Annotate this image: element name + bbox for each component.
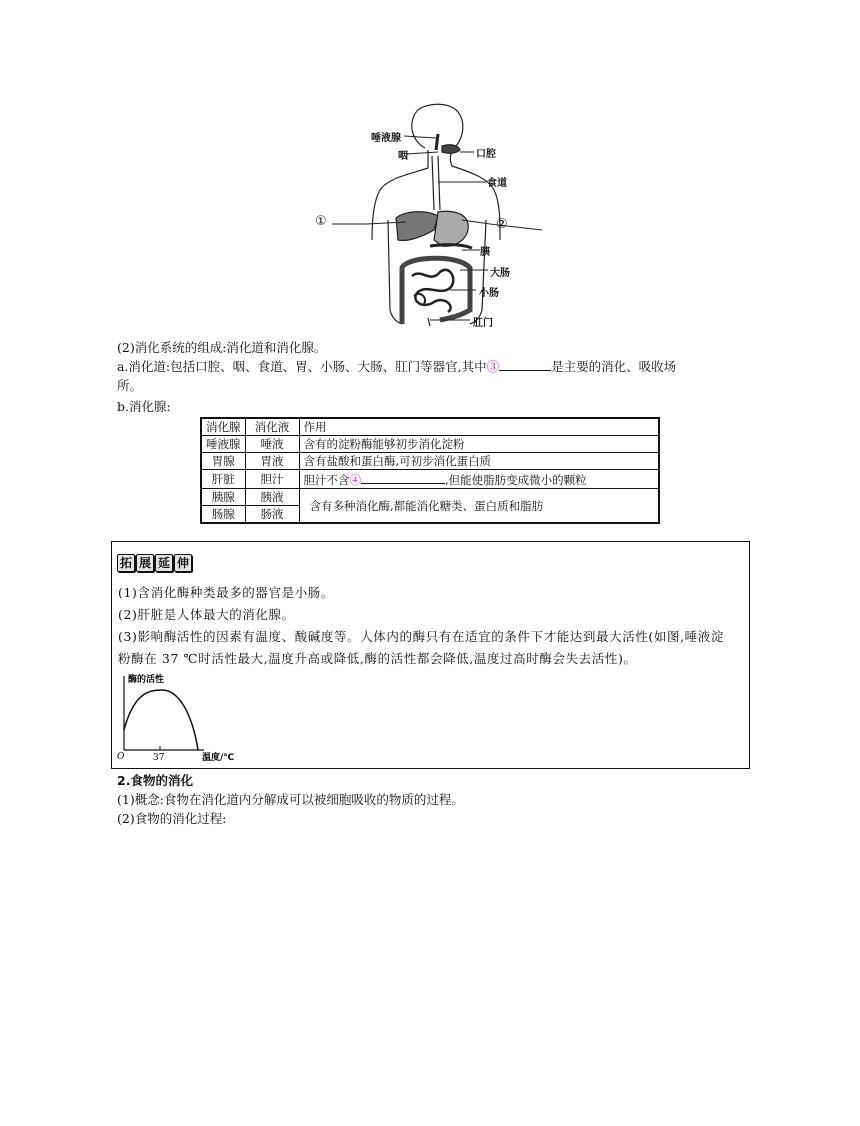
- digestive-system-figure: [310, 100, 550, 326]
- label-marker-1: ①: [315, 214, 327, 229]
- badge-char: 延: [155, 554, 173, 572]
- table-row: [201, 470, 659, 489]
- table-row: [201, 489, 659, 506]
- label-anus: 肛门: [473, 318, 493, 329]
- x-axis-label: 温度/℃: [202, 753, 235, 762]
- extension-item-3: (3)影响酶活性的因素有温度、酸碱度等。人体内的酶只有在适宜的条件下才能达到最大活性(如图,唾液淀: [118, 629, 724, 644]
- table-cell: 肠腺: [201, 506, 245, 524]
- bile-text: 胆汁不含: [303, 473, 350, 487]
- answer-blank-3[interactable]: [499, 358, 551, 371]
- table-cell: 胰腺: [201, 489, 245, 506]
- extension-item-1: (1)含消化酶种类最多的器官是小肠。: [118, 585, 335, 600]
- extension-item-3-cont: 粉酶在 37 ℃时活性最大,温度升高或降低,酶的活性都会降低,温度过高时酶会失去活性)。: [118, 651, 637, 666]
- extension-badge: [117, 554, 192, 572]
- label-pancreas: 胰: [480, 247, 490, 258]
- digestive-glands-table: [200, 417, 660, 524]
- answer-blank-4[interactable]: [361, 471, 445, 484]
- table-cell: 含有盐酸和蛋白酶,可初步消化蛋白质: [299, 453, 659, 470]
- label-salivary-gland: 唾液腺: [371, 133, 401, 144]
- table-header: 作用: [299, 418, 659, 436]
- enzyme-activity-chart: [116, 672, 248, 762]
- digestive-tract-suffix: 是主要的消化、吸收场: [551, 359, 677, 374]
- table-cell: 胃腺: [201, 453, 245, 470]
- table-cell: 唾液腺: [201, 436, 245, 453]
- x-tick-label: 37: [153, 753, 165, 762]
- section-2-concept: (1)概念:食物在消化道内分解成可以被细胞吸收的物质的过程。: [117, 792, 464, 807]
- table-cell-bile: [299, 470, 659, 489]
- bile-suffix: ,但能使脂肪变成微小的颗粒: [445, 473, 587, 487]
- table-cell: 含有的淀粉酶能够初步消化淀粉: [299, 436, 659, 453]
- label-pharynx: 咽: [398, 151, 408, 162]
- label-marker-2: ②: [496, 217, 508, 232]
- digestive-tract-line: [117, 358, 676, 376]
- blank-marker-4: ④: [349, 473, 361, 487]
- table-cell: 胆汁: [245, 470, 299, 489]
- badge-char: 伸: [174, 554, 192, 572]
- label-oral-cavity: 口腔: [476, 149, 496, 160]
- table-cell: 唾液: [245, 436, 299, 453]
- table-row: [201, 453, 659, 470]
- activity-curve: [124, 690, 198, 750]
- table-cell: 肠液: [245, 506, 299, 524]
- table-cell: 胰液: [245, 489, 299, 506]
- table-row: [201, 436, 659, 453]
- badge-char: 拓: [117, 554, 135, 572]
- label-large-intestine: 大肠: [490, 268, 510, 279]
- y-axis-label: 酶的活性: [128, 675, 165, 685]
- table-cell-merged: 含有多种消化酶,都能消化糖类、蛋白质和脂肪: [299, 489, 659, 524]
- table-cell: 肝脏: [201, 470, 245, 489]
- extension-box: [111, 541, 750, 769]
- section-2-process: (2)食物的消化过程:: [117, 811, 227, 826]
- digestive-glands-heading: b.消化腺:: [117, 399, 171, 414]
- origin-label: O: [117, 752, 125, 762]
- digestive-tract-line-end: 所。: [117, 378, 143, 393]
- table-header: 消化腺: [201, 418, 245, 436]
- section-2-title: 2.食物的消化: [117, 773, 193, 788]
- table-header-row: [201, 418, 659, 436]
- composition-line: (2)消化系统的组成:消化道和消化腺。: [117, 340, 327, 355]
- table-header: 消化液: [245, 418, 299, 436]
- extension-item-2: (2)肝脏是人体最大的消化腺。: [118, 607, 295, 622]
- table-cell: 胃液: [245, 453, 299, 470]
- badge-char: 展: [136, 554, 154, 572]
- label-esophagus: 食道: [487, 178, 507, 189]
- blank-marker-3: ③: [486, 359, 500, 374]
- label-small-intestine: 小肠: [479, 288, 499, 299]
- digestive-tract-text: a.消化道:包括口腔、咽、食道、胃、小肠、大肠、肛门等器官,其中: [117, 359, 487, 374]
